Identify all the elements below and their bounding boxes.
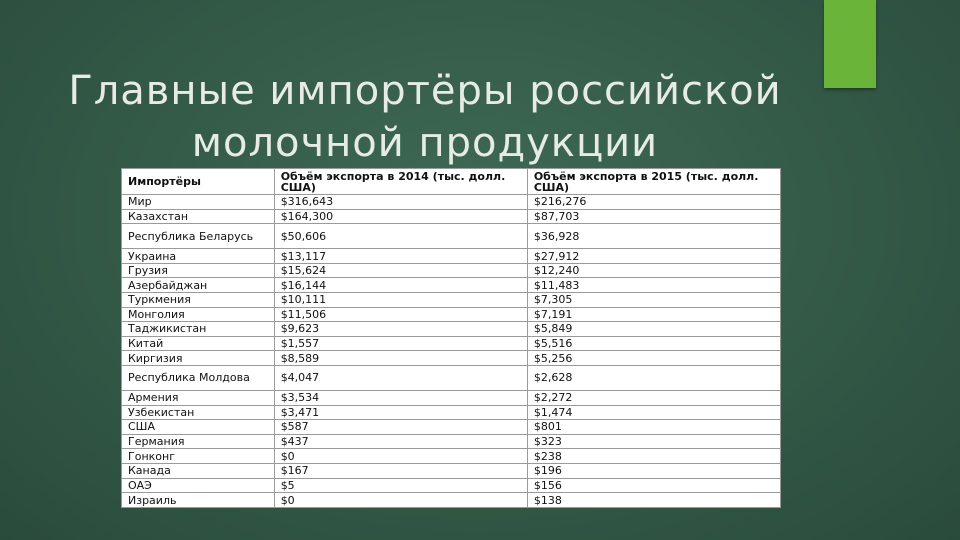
table-row bbox=[122, 278, 781, 293]
value-2014-cell: $316,643 bbox=[274, 195, 527, 210]
table-row bbox=[122, 478, 781, 493]
country-cell: Канада bbox=[122, 463, 275, 478]
value-2014-cell: $587 bbox=[274, 420, 527, 435]
value-2014-cell: $167 bbox=[274, 463, 527, 478]
value-2015-cell: $138 bbox=[527, 493, 780, 508]
value-2015-cell: $36,928 bbox=[527, 224, 780, 249]
value-2015-cell: $2,272 bbox=[527, 391, 780, 406]
value-2014-cell: $0 bbox=[274, 449, 527, 464]
table-row bbox=[122, 195, 781, 210]
value-2014-cell: $13,117 bbox=[274, 249, 527, 264]
country-cell: Туркмения bbox=[122, 293, 275, 308]
table-row bbox=[122, 224, 781, 249]
value-2015-cell: $27,912 bbox=[527, 249, 780, 264]
value-2014-cell: $11,506 bbox=[274, 307, 527, 322]
table-row bbox=[122, 493, 781, 508]
slide-title-line-2: молочной продукции bbox=[191, 119, 659, 166]
country-cell: Киргизия bbox=[122, 351, 275, 366]
slide-title-line-1: Главные импортёры российской bbox=[68, 67, 782, 114]
value-2015-cell: $7,305 bbox=[527, 293, 780, 308]
country-cell: Украина bbox=[122, 249, 275, 264]
country-cell: Гонконг bbox=[122, 449, 275, 464]
value-2015-cell: $2,628 bbox=[527, 365, 780, 390]
country-cell: ОАЭ bbox=[122, 478, 275, 493]
country-cell: Израиль bbox=[122, 493, 275, 508]
slide-title bbox=[40, 65, 810, 169]
value-2015-cell: $5,256 bbox=[527, 351, 780, 366]
value-2015-cell: $196 bbox=[527, 463, 780, 478]
value-2014-cell: $164,300 bbox=[274, 209, 527, 224]
value-2015-cell: $12,240 bbox=[527, 263, 780, 278]
country-cell: Республика Молдова bbox=[122, 365, 275, 390]
country-cell: Германия bbox=[122, 434, 275, 449]
accent-bar bbox=[824, 0, 876, 88]
country-cell: Армения bbox=[122, 391, 275, 406]
country-cell: Грузия bbox=[122, 263, 275, 278]
table-row bbox=[122, 293, 781, 308]
table-row bbox=[122, 405, 781, 420]
table-header-row bbox=[122, 169, 781, 195]
country-cell: Узбекистан bbox=[122, 405, 275, 420]
value-2014-cell: $50,606 bbox=[274, 224, 527, 249]
table-row bbox=[122, 420, 781, 435]
value-2014-cell: $10,111 bbox=[274, 293, 527, 308]
value-2015-cell: $801 bbox=[527, 420, 780, 435]
table-row bbox=[122, 351, 781, 366]
value-2015-cell: $323 bbox=[527, 434, 780, 449]
country-cell: Китай bbox=[122, 336, 275, 351]
value-2014-cell: $15,624 bbox=[274, 263, 527, 278]
value-2015-cell: $156 bbox=[527, 478, 780, 493]
table-row bbox=[122, 263, 781, 278]
value-2015-cell: $216,276 bbox=[527, 195, 780, 210]
table-row bbox=[122, 449, 781, 464]
value-2014-cell: $8,589 bbox=[274, 351, 527, 366]
country-cell: Монголия bbox=[122, 307, 275, 322]
value-2015-cell: $238 bbox=[527, 449, 780, 464]
value-2014-cell: $0 bbox=[274, 493, 527, 508]
table-row bbox=[122, 434, 781, 449]
value-2014-cell: $3,534 bbox=[274, 391, 527, 406]
country-cell: Республика Беларусь bbox=[122, 224, 275, 249]
table-row bbox=[122, 249, 781, 264]
country-cell: Мир bbox=[122, 195, 275, 210]
value-2014-cell: $437 bbox=[274, 434, 527, 449]
importers-table bbox=[121, 168, 781, 508]
value-2014-cell: $9,623 bbox=[274, 322, 527, 337]
country-cell: Казахстан bbox=[122, 209, 275, 224]
value-2015-cell: $5,516 bbox=[527, 336, 780, 351]
value-2014-cell: $4,047 bbox=[274, 365, 527, 390]
importers-table-container bbox=[121, 168, 781, 508]
table-row bbox=[122, 365, 781, 390]
header-2014: Объём экспорта в 2014 (тыс. долл. США) bbox=[274, 169, 527, 195]
value-2015-cell: $5,849 bbox=[527, 322, 780, 337]
table-row bbox=[122, 307, 781, 322]
value-2015-cell: $87,703 bbox=[527, 209, 780, 224]
header-2015: Объём экспорта в 2015 (тыс. долл. США) bbox=[527, 169, 780, 195]
value-2014-cell: $3,471 bbox=[274, 405, 527, 420]
table-row bbox=[122, 322, 781, 337]
value-2015-cell: $11,483 bbox=[527, 278, 780, 293]
table-row bbox=[122, 209, 781, 224]
value-2015-cell: $7,191 bbox=[527, 307, 780, 322]
header-importer: Импортёры bbox=[122, 169, 275, 195]
country-cell: Таджикистан bbox=[122, 322, 275, 337]
table-row bbox=[122, 336, 781, 351]
country-cell: США bbox=[122, 420, 275, 435]
table-row bbox=[122, 463, 781, 478]
value-2014-cell: $5 bbox=[274, 478, 527, 493]
country-cell: Азербайджан bbox=[122, 278, 275, 293]
value-2014-cell: $16,144 bbox=[274, 278, 527, 293]
value-2015-cell: $1,474 bbox=[527, 405, 780, 420]
value-2014-cell: $1,557 bbox=[274, 336, 527, 351]
table-row bbox=[122, 391, 781, 406]
